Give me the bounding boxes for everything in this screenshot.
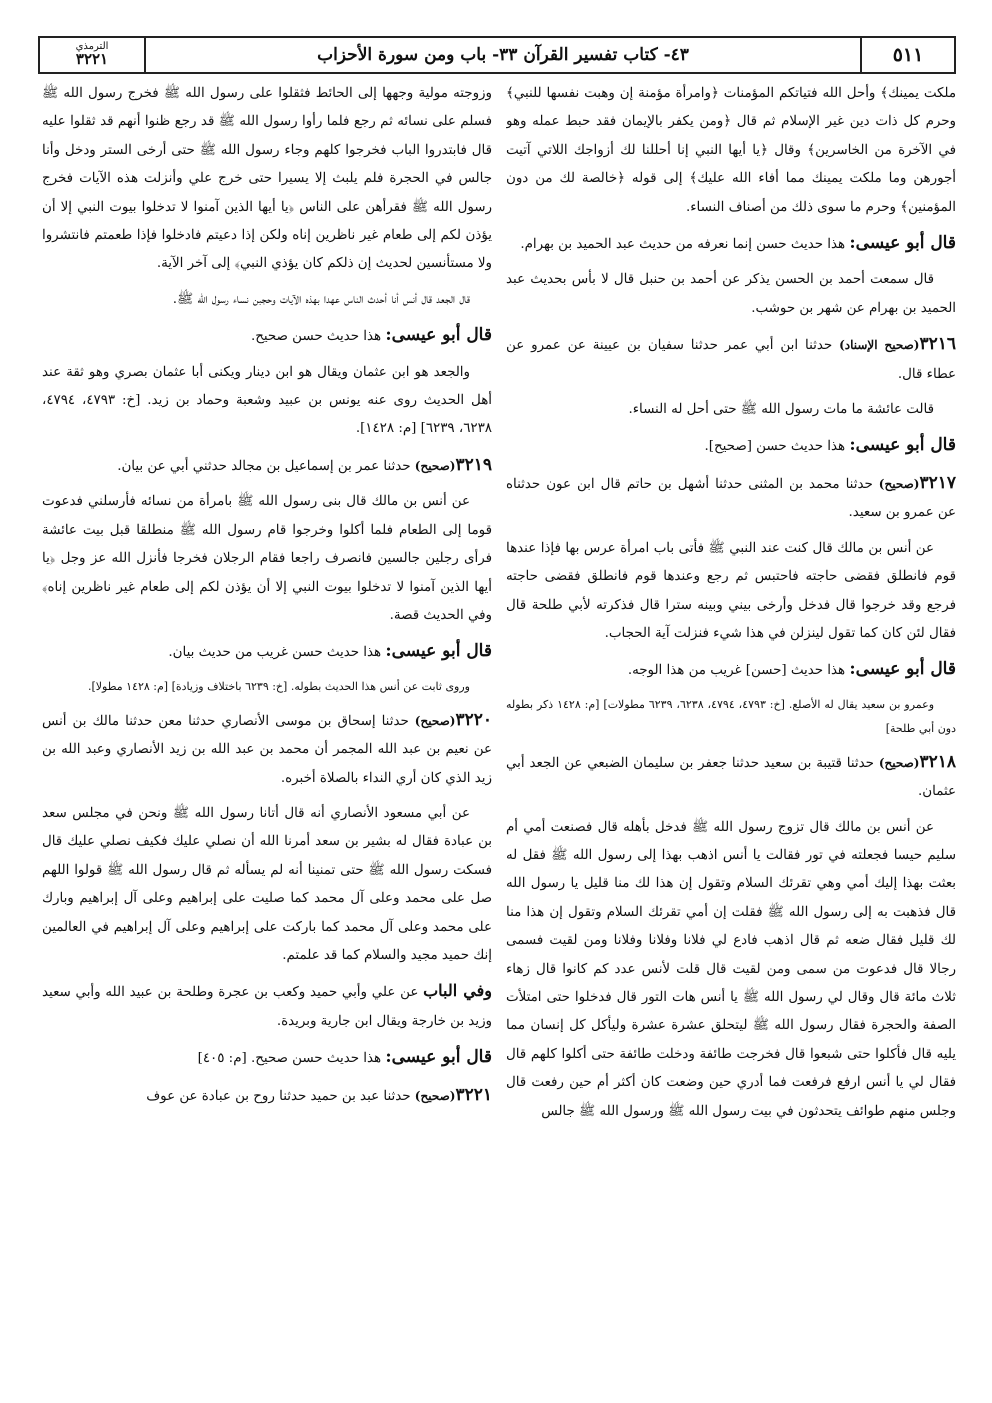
fil-bab-label: وفي الباب [423, 981, 492, 1001]
hadith-number: ٣٢٢٠ [455, 709, 492, 730]
paragraph: عن أبي مسعود الأنصاري أنه قال أتانا رسول الله ﷺ ونحن في مجلس سعد بن عبادة فقال له بشير بن سعد أمرنا الله أن نصلي عليك فكيف نصلي عليك قال فسكت رسول الله ﷺ حتى تمنينا أنه لم يسأله ثم قال رسول الله ﷺ قولوا اللهم صل على محمد وعلى آل محمد كما صليت على إبراهيم وعلى آل إبراهيم وبارك على محمد وعلى آل محمد كما باركت على إبراهيم وعلى آل إبراهيم في العالمين إنك حميد مجيد والسلام كما قد علمتم. [42, 805, 492, 963]
abu-isa-label: قال أبو عيسى: [849, 659, 956, 680]
reference-note: وعمرو بن سعيد يقال له الأصلع. [خ: ٤٧٩٣، ٤٧٩٤، ٦٢٣٨، ٦٢٣٩ مطولات] [م: ١٤٢٨ ذكر بطوله دون أبي طلحة] [506, 697, 956, 735]
paragraph: قال سمعت أحمد بن الحسن يذكر عن أحمد بن حنبل قال لا بأس بحديث عبد الحميد بن بهرام عن شهر بن حوشب. [506, 272, 956, 316]
hadith-grade: (صحيح) [414, 1088, 456, 1103]
commentary [506, 655, 956, 685]
page-number: ٥١١ [860, 38, 954, 72]
hadith-3216 [506, 330, 956, 389]
isnad-text: حدثنا قتيبة بن سعيد حدثنا جعفر بن سليمان الضبعي عن الجعد أبي عثمان. [506, 755, 956, 800]
abu-isa-label: قال أبو عيسى: [849, 435, 956, 456]
commentary-text: هذا حديث حسن إنما نعرفه من حديث عبد الحميد بن بهرام. [520, 237, 846, 253]
paragraph: قالت عائشة ما مات رسول الله ﷺ حتى أحل له النساء. [628, 402, 934, 418]
paragraph: ملكت يمينك﴾ وأحل الله فتياتكم المؤمنات ﴿وامرأة مؤمنة إن وهبت نفسها للنبي﴾ وحرم كل ذات دين غير الإسلام ثم قال ﴿ومن يكفر بالإيمان فقد حبط عمله وهو في الآخرة من الخاسرين﴾ وقال ﴿يا أيها النبي إنا أحللنا لك أزواجك اللاتي آتيت أجورهن وما ملكت يمينك مما أفاء الله عليك﴾ إلى قوله ﴿خالصة لك من دون المؤمنين﴾ وحرم ما سوى ذلك من أصناف النساء. [506, 86, 956, 215]
hadith-number: ٣٢١٩ [455, 454, 492, 475]
hadith-number: ٣٢٢١ [455, 1084, 492, 1105]
book-name: الترمذي [75, 40, 109, 52]
right-column [506, 80, 956, 1390]
hadith-3221 [42, 1081, 492, 1111]
commentary [42, 637, 492, 667]
hadith-3217 [506, 469, 956, 528]
hadith-grade: (صحيح) [878, 755, 920, 770]
hadith-number: ٣٢١٨ [919, 751, 956, 772]
left-column [42, 80, 492, 1390]
paragraph: عن أنس بن مالك قال كنت عند النبي ﷺ فأتى باب امرأة عرس بها فإذا عندها قوم فانطلق فقضى حاجته فاحتبس ثم رجع وعندها قوم فانطلق فقضى حاجته فرجع وقد خرجوا قال فدخل وأرخى بيني وبينه سترا قال فذكرته لأبي طلحة قال فقال لئن كان كما تقول لينزلن في هذا شيء فنزلت آية الحجاب. [506, 540, 956, 641]
commentary [506, 431, 956, 461]
paragraph: عن أنس بن مالك قال تزوج رسول الله ﷺ فدخل بأهله قال فصنعت أمي أم سليم حيسا فجعلته في تور فقالت يا أنس اذهب بهذا إلى رسول الله ﷺ فقل له بعثت بهذا إليك أمي وهي تقرئك السلام وتقول إن هذا لك منا قليل يا رسول الله قال فذهبت به إلى رسول الله ﷺ فقلت إن أمي تقرئك السلام وتقول إن هذا منا لك قليل فقال ضعه ثم قال اذهب فادع لي فلانا وفلانا وفلانا ومن لقيت فسمى رجالا قال فدعوت من سمى ومن لقيت قال قلت لأنس عدد كم كانوا قال زهاء ثلاث مائة قال وقال لي رسول الله ﷺ يا أنس هات التور قال فدخلوا حتى امتلأت الصفة والحجرة فقال رسول الله ﷺ ليتحلق عشرة عشرة وليأكل كل إنسان مما يليه قال فأكلوا حتى شبعوا قال فخرجت طائفة ودخلت طائفة حتى أكلوا كلهم قال فقال لي يا أنس ارفع فرفعت فما أدري حين وضعت كان أكثر أم حين رفعت قال وجلس منهم طوائف يتحدثون في بيت رسول الله ﷺ ورسول الله ﷺ جالس [506, 819, 956, 1119]
isnad-text: حدثنا محمد بن المثنى حدثنا أشهل بن حاتم قال ابن عون حدثناه عن عمرو بن سعيد. [506, 476, 956, 521]
book-label-box [40, 38, 146, 72]
abu-isa-label: قال أبو عيسى: [385, 641, 492, 662]
commentary-text: هذا حديث [حسن] غريب من هذا الوجه. [627, 663, 846, 679]
isnad-text: حدثنا إسحاق بن موسى الأنصاري حدثنا معن حدثنا مالك بن أنس عن نعيم بن عبد الله المجمر أن محمد بن عبد الله بن زيد الأنصاري وعبد الله بن زيد الذي كان أري النداء بالصلاة أخبره. [42, 713, 492, 786]
hadith-number: ٣٢١٦ [919, 334, 956, 355]
page-header [38, 36, 956, 74]
commentary-text: هذا حديث حسن [صحيح]. [704, 439, 846, 455]
commentary [42, 321, 492, 351]
isnad-text: حدثنا عمر بن إسماعيل بن مجالد حدثني أبي عن بيان. [117, 458, 411, 474]
commentary-text: هذا حديث حسن غريب من حديث بيان. [168, 645, 382, 661]
hadith-3220 [42, 706, 492, 793]
paragraph: عن أنس بن مالك قال بنى رسول الله ﷺ بامرأة من نسائه فأرسلني فدعوت قوما إلى الطعام فلما أكلوا وخرجوا قام رسول الله ﷺ منطلقا قبل بيت عائشة فرأى رجلين جالسين فانصرف راجعا فقام الرجلان فخرجا فأنزل الله عز وجل ﴿يا أيها الذين آمنوا لا تدخلوا بيوت النبي إلا أن يؤذن لكم إلى طعام غير ناظرين إناه﴾ وفي الحديث قصة. [42, 494, 492, 623]
abu-isa-label: قال أبو عيسى: [849, 233, 956, 254]
paragraph: وزوجته مولية وجهها إلى الحائط فثقلوا على رسول الله ﷺ فخرج رسول الله ﷺ فسلم على نسائه ثم رجع فلما رأوا رسول الله ﷺ قد رجع ظنوا أنهم قد ثقلوا عليه قال فابتدروا الباب فخرجوا كلهم وجاء رسول الله ﷺ حتى أرخى الستر ودخل وأنا جالس في الحجرة فلم يلبث إلا يسيرا حتى خرج علي وأنزلت هذه الآيات فخرج رسول الله ﷺ فقرأهن على الناس ﴿يا أيها الذين آمنوا لا تدخلوا بيوت النبي إلا أن يؤذن لكم إلى طعام غير ناظرين إناه ولكن إذا دعيتم فادخلوا فإذا طعمتم فانتشروا ولا مستأنسين لحديث إن ذلكم كان يؤذي النبي﴾ إلى آخر الآية. [42, 86, 492, 272]
hadith-range: ٣٢٢١ [75, 50, 109, 69]
paragraph: قال الجعد قال أنس أنا أحدث الناس عهدا بهذه الآيات وحجبن نساء رسول الله ﷺ. [172, 291, 470, 307]
commentary [42, 1043, 492, 1073]
hadith-grade: (صحيح) [414, 713, 456, 728]
hadith-grade: (صحيح) [414, 458, 456, 473]
commentary [506, 229, 956, 259]
fil-bab [42, 977, 492, 1036]
abu-isa-label: قال أبو عيسى: [385, 325, 492, 346]
reference-note: وروى ثابت عن أنس هذا الحديث بطوله. [خ: ٦٢٣٩ باختلاف وزيادة] [م: ١٤٢٨ مطولا]. [88, 679, 470, 693]
paragraph: والجعد هو ابن عثمان ويقال هو ابن دينار ويكنى أبا عثمان بصري وهو ثقة عند أهل الحديث روى عنه يونس بن عبيد وشعبة وحماد بن زيد. [خ: ٤٧٩٣، ٤٧٩٤، ٦٢٣٨، ٦٢٣٩] [م: ١٤٢٨]. [42, 364, 492, 437]
isnad-text: حدثنا عبد بن حميد حدثنا روح بن عبادة عن عوف [146, 1088, 411, 1104]
hadith-grade: (صحيح) [878, 476, 920, 491]
chapter-title: ٤٣- كتاب تفسير القرآن ٣٣- باب ومن سورة الأحزاب [317, 45, 689, 65]
commentary-text: هذا حديث حسن صحيح. [250, 329, 382, 345]
hadith-number: ٣٢١٧ [919, 472, 956, 493]
abu-isa-label: قال أبو عيسى: [385, 1047, 492, 1068]
commentary-text: هذا حديث حسن صحيح. [م: ٤٠٥] [197, 1051, 382, 1067]
hadith-3219 [42, 451, 492, 481]
hadith-grade: (صحيح الإسناد) [839, 338, 920, 353]
isnad-text: حدثنا ابن أبي عمر حدثنا سفيان بن عيينة عن عمرو عن عطاء قال. [506, 338, 956, 382]
hadith-3218 [506, 748, 956, 807]
fil-bab-text: عن علي وأبي حميد وكعب بن عجرة وطلحة بن عبيد الله وأبي سعيد وزيد بن خارجة ويقال ابن جارية وبريدة. [42, 985, 492, 1029]
